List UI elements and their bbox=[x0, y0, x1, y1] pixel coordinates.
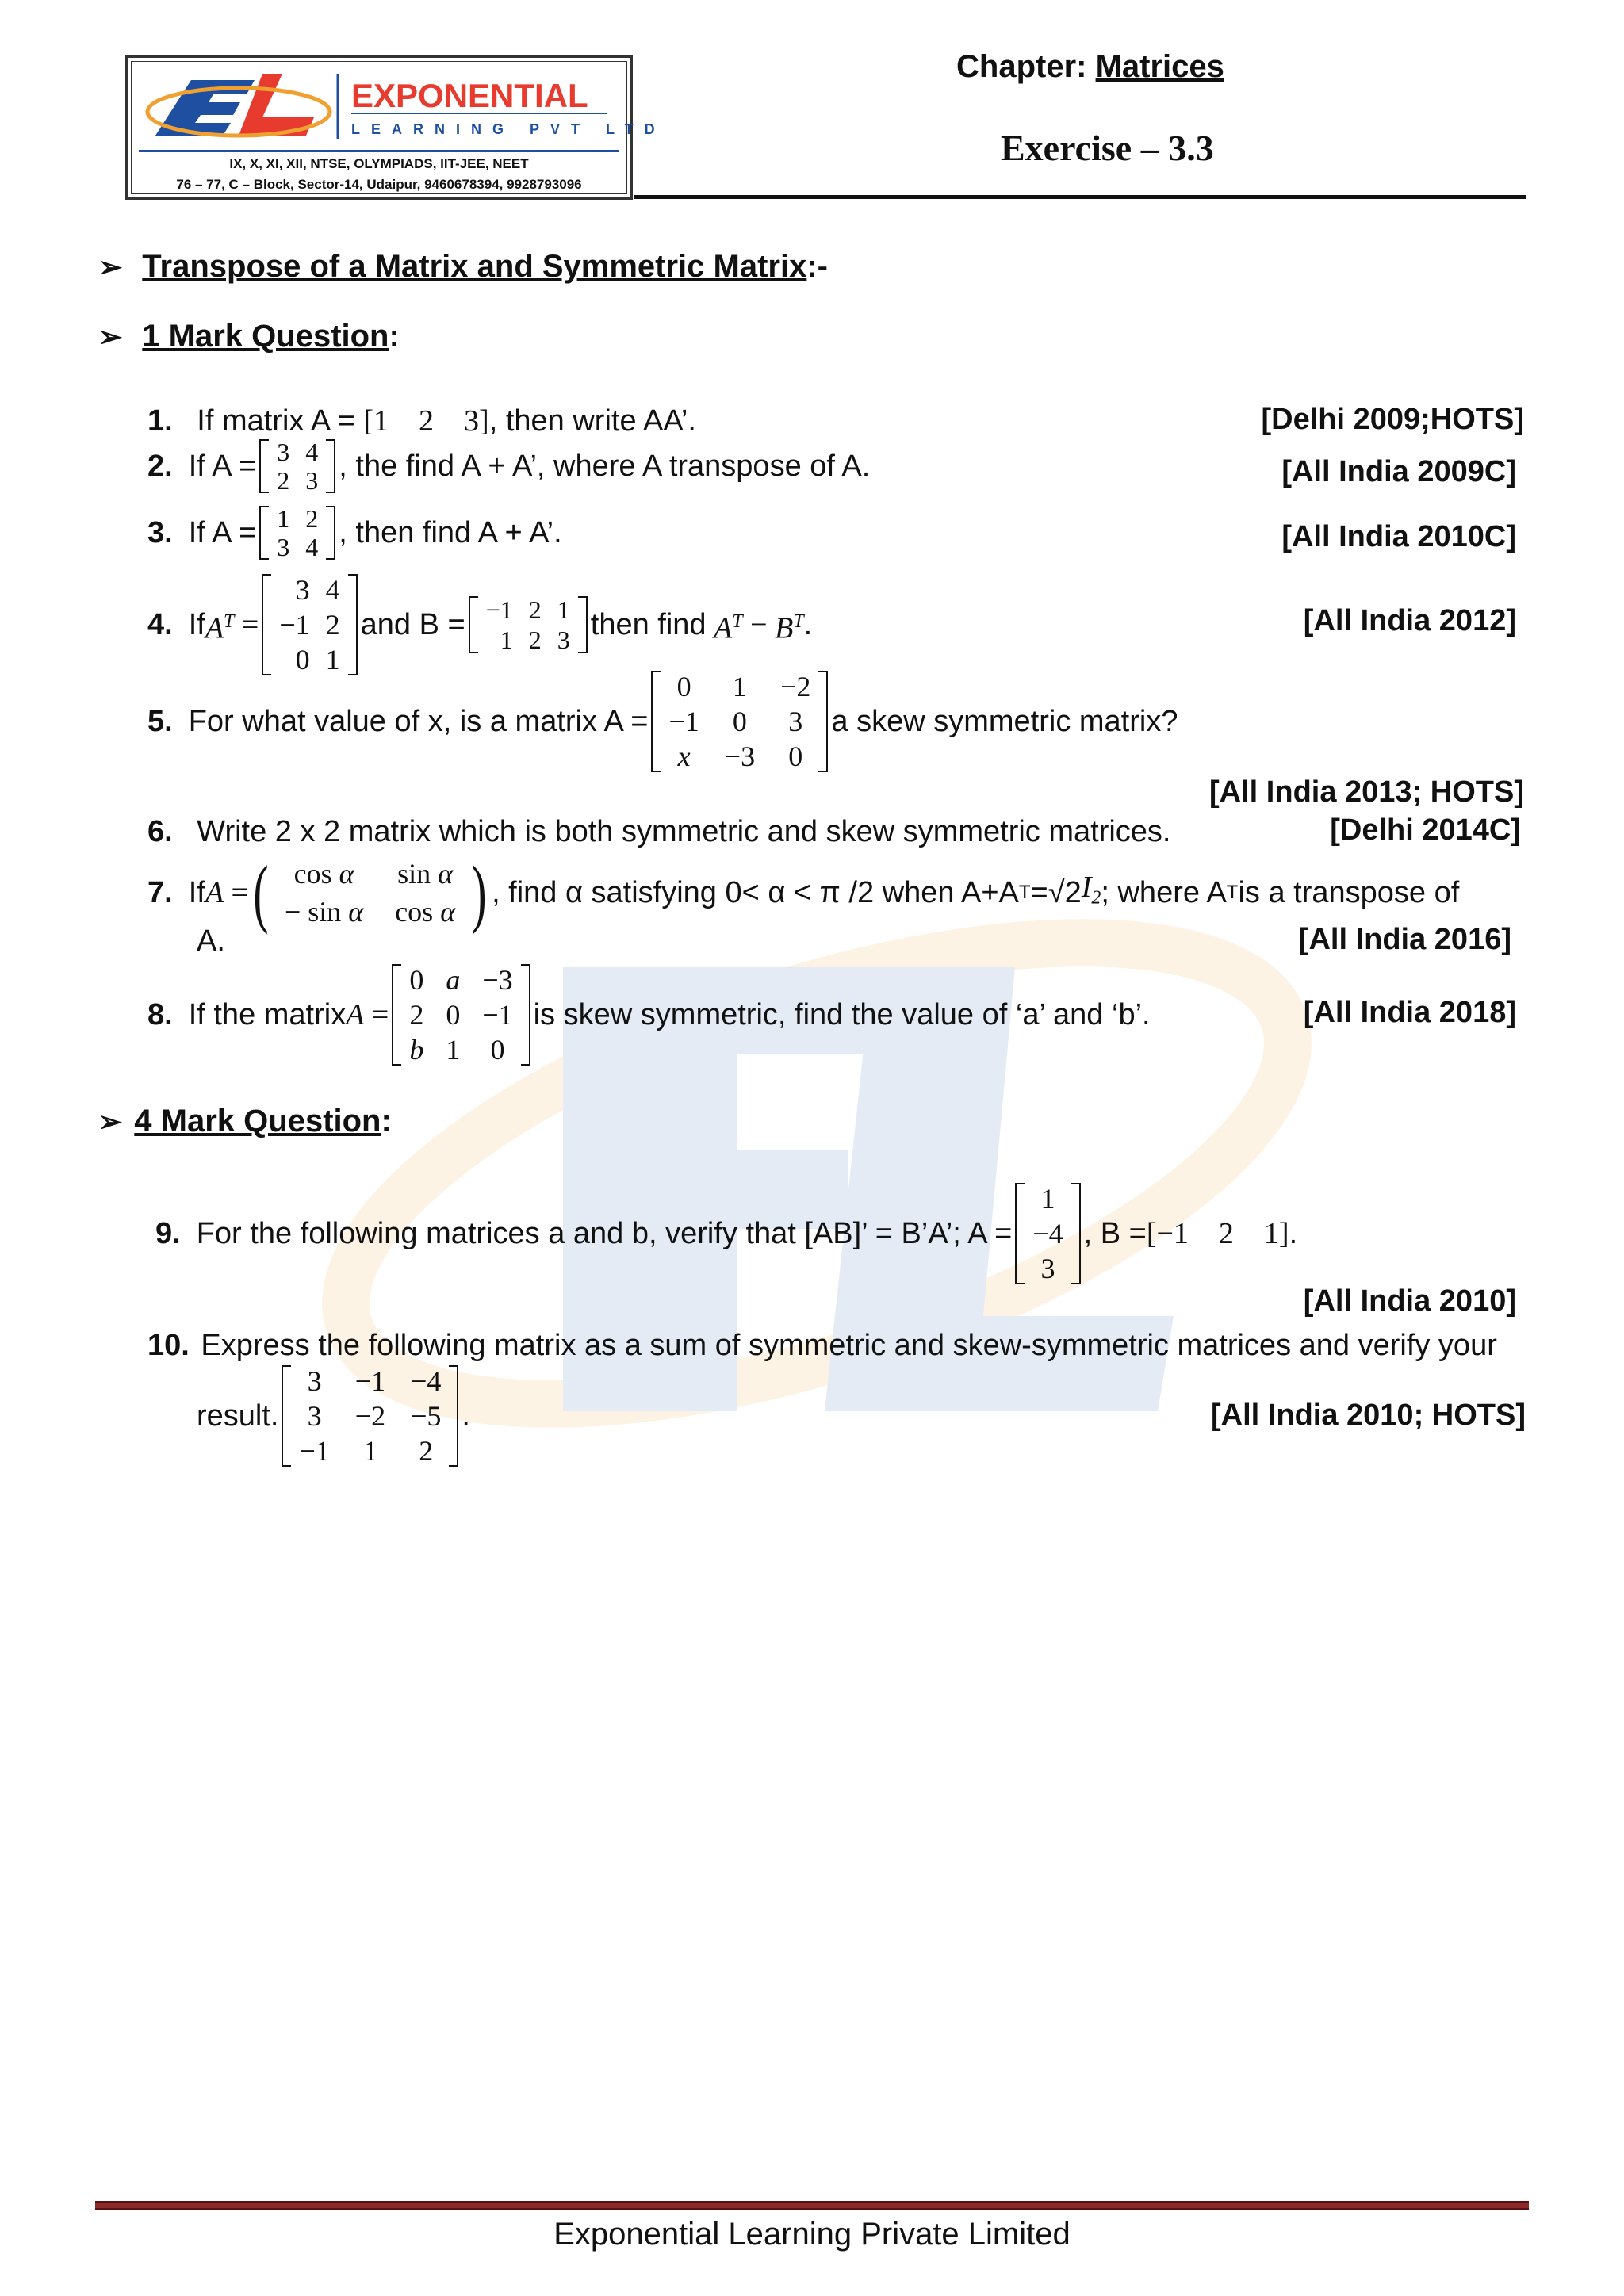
question-5-source: [All India 2013; HOTS] bbox=[1209, 775, 1524, 809]
question-3-source: [All India 2010C] bbox=[1281, 520, 1516, 553]
question-9: 9. For the following matrices a and b, verify that [AB]’ = B’A’; A = 1 −4 3 , B = [−1 2 1] . bbox=[155, 1183, 1298, 1284]
one-mark-heading: ➢ 1 Mark Question: bbox=[98, 319, 400, 354]
company-logo bbox=[144, 66, 666, 145]
svg-text:EXPONENTIAL: EXPONENTIAL bbox=[351, 77, 588, 114]
question-1-source: [Delhi 2009;HOTS] bbox=[1261, 403, 1524, 436]
footer-text: Exponential Learning Private Limited bbox=[553, 2217, 1071, 2252]
matrix: 3 −1 −4 3 −2 −5 −1 1 2 bbox=[282, 1364, 458, 1468]
question-6-source: [Delhi 2014C] bbox=[1330, 813, 1521, 847]
matrix: 3 4 2 3 bbox=[259, 438, 335, 495]
question-8-source: [All India 2018] bbox=[1303, 996, 1516, 1029]
question-10: 10. Express the following matrix as a sum of symmetric and skew-symmetric matrices and verify your bbox=[147, 1329, 1497, 1362]
matrix: 0 1 −2 −1 0 3 x −3 0 bbox=[651, 669, 828, 774]
question-2-source: [All India 2009C] bbox=[1281, 455, 1516, 488]
header-rule bbox=[634, 195, 1526, 199]
question-8: 8. If the matrix A = 0 a −3 2 0 −1 b 1 0 is skew symmetric, find the value of ‘a’ and ‘b’. bbox=[147, 964, 1151, 1066]
chapter-label: Chapter: Matrices bbox=[956, 49, 1224, 84]
logo-tagline: IX, X, XI, XII, NTSE, OLYMPIADS, IIT-JEE, NEET bbox=[229, 156, 529, 171]
four-mark-heading: ➢ 4 Mark Question: bbox=[98, 1104, 392, 1138]
question-10-matrix-line: result. 3 −1 −4 3 −2 −5 −1 1 2 . bbox=[197, 1365, 470, 1467]
matrix: 3 4 −1 2 0 1 bbox=[262, 572, 357, 677]
arrow-bullet-icon: ➢ bbox=[98, 320, 123, 353]
matrix: 1 2 3 4 bbox=[259, 504, 335, 561]
question-3: 3. If A = 1 2 3 4 , then find A + A’. bbox=[147, 504, 562, 561]
section-heading: ➢ Transpose of a Matrix and Symmetric Matrix:- bbox=[98, 249, 828, 284]
logo-box bbox=[125, 55, 666, 200]
question-10-source: [All India 2010; HOTS] bbox=[1211, 1399, 1526, 1432]
question-9-source: [All India 2010] bbox=[1303, 1284, 1516, 1318]
question-7-source: [All India 2016] bbox=[1298, 923, 1511, 956]
question-4: 4. If $A^T$ = 3 4 −1 2 0 1 and B = −1 2 1 1 2 3 then find $A^T$ − $B^T$ . bbox=[147, 574, 813, 675]
question-6: 6. Write 2 x 2 matrix which is both symmetric and skew symmetric matrices. bbox=[147, 815, 1171, 848]
matrix: 1 −4 3 bbox=[1015, 1181, 1080, 1286]
section-title: Transpose of a Matrix and Symmetric Matrix bbox=[142, 249, 807, 284]
svg-text:LEARNING PVT LTD: LEARNING PVT LTD bbox=[351, 121, 666, 137]
question-7: 7. If A = ( cos α sin α − sin α cos α ) , find α satisfying 0< α < π /2 when A+A T =√2 $I_2$ ; where A T is a transpose of bbox=[147, 850, 1460, 935]
logo-address: 76 – 77, C – Block, Sector-14, Udaipur, 9460678394, 9928793096 bbox=[176, 177, 582, 192]
question-5: 5. For what value of x, is a matrix A = 0 1 −2 −1 0 3 x −3 0 a skew symmetric matrix? bbox=[147, 671, 1178, 772]
chapter-name: Matrices bbox=[1095, 49, 1224, 84]
matrix: −1 2 1 1 2 3 bbox=[469, 595, 588, 655]
question-7-line2: A. bbox=[197, 924, 225, 958]
question-4-source: [All India 2012] bbox=[1303, 604, 1516, 637]
question-1: 1. If matrix A = [1 2 3], then write AA’. bbox=[147, 404, 696, 438]
exercise-title: Exercise – 3.3 bbox=[1001, 128, 1214, 168]
footer-rule bbox=[95, 2201, 1529, 2210]
arrow-bullet-icon: ➢ bbox=[98, 251, 123, 283]
question-2: 2. If A = 3 4 2 3 , the find A + A’, where A transpose of A. bbox=[147, 438, 871, 495]
arrow-bullet-icon: ➢ bbox=[98, 1105, 123, 1138]
matrix: cos α sin α − sin α cos α bbox=[284, 858, 456, 928]
matrix: 0 a −3 2 0 −1 b 1 0 bbox=[392, 962, 530, 1067]
